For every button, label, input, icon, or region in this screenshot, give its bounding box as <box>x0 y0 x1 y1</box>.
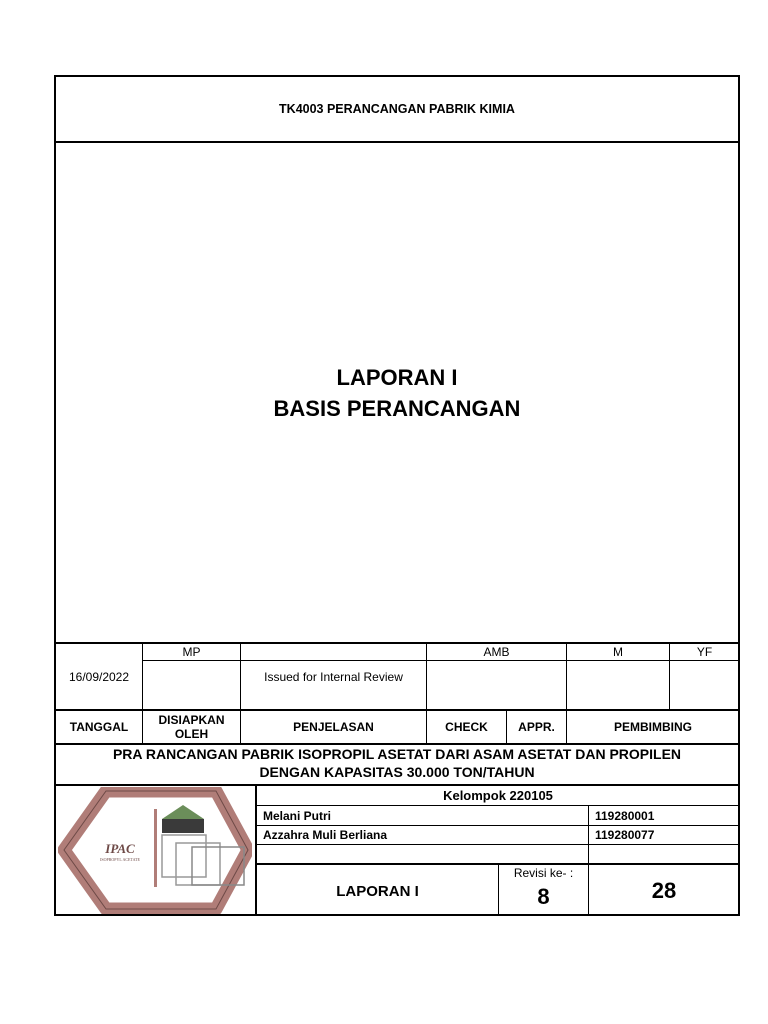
advisor-initials-1: M <box>613 644 623 659</box>
header-divider <box>54 141 740 143</box>
advisor-initials-2: YF <box>696 644 713 659</box>
header-approval: APPR. <box>518 720 555 734</box>
footer-doc-label: LAPORAN I <box>336 882 419 900</box>
ipac-logo <box>58 787 252 914</box>
member-2-id: 119280077 <box>595 828 655 842</box>
logo-subtext: ISOPROPYL ACETATE <box>100 857 140 862</box>
revision-number: 8 <box>537 884 550 909</box>
revision-description: Issued for Internal Review <box>264 669 403 684</box>
prepared-initials: MP <box>182 644 201 659</box>
member-1-id: 119280001 <box>595 808 655 823</box>
page-number: 28 <box>651 878 677 903</box>
square-icon <box>176 843 220 885</box>
square-icon <box>162 835 206 877</box>
roof-icon <box>162 805 204 819</box>
revision-date: 16/09/2022 <box>68 669 130 684</box>
check-initials: AMB <box>483 644 510 659</box>
logo-bar <box>154 809 157 887</box>
logo-text: IPAC <box>105 841 135 856</box>
header-prepared-line2: OLEH <box>174 727 209 741</box>
header-prepared-line1: DISIAPKAN <box>158 713 225 727</box>
project-title-line1: PRA RANCANGAN PABRIK ISOPROPIL ASETAT DARI ASAM ASETAT DAN PROPILEN <box>112 746 682 762</box>
revision-label: Revisi ke- : <box>513 866 574 880</box>
building-icon <box>162 819 204 833</box>
initials-row-line <box>142 660 740 661</box>
report-title-block <box>56 362 738 424</box>
project-title-line2: DENGAN KAPASITAS 30.000 TON/TAHUN <box>259 764 535 780</box>
report-title: LAPORAN I <box>336 365 458 390</box>
header-date: TANGGAL <box>69 720 129 734</box>
member-1-name: Melani Putri <box>263 808 332 823</box>
group-label: Kelompok 220105 <box>443 788 553 803</box>
header-prepared <box>143 711 240 743</box>
header-advisor: PEMBIMBING <box>614 720 692 734</box>
header-description: PENJELASAN <box>293 720 374 734</box>
course-title: TK4003 PERANCANGAN PABRIK KIMIA <box>279 102 515 116</box>
member-2-name: Azzahra Muli Berliana <box>263 828 388 842</box>
project-title <box>56 745 738 781</box>
row-line <box>256 844 740 845</box>
report-subtitle: BASIS PERANCANGAN <box>273 396 521 421</box>
header-check: CHECK <box>445 720 488 734</box>
